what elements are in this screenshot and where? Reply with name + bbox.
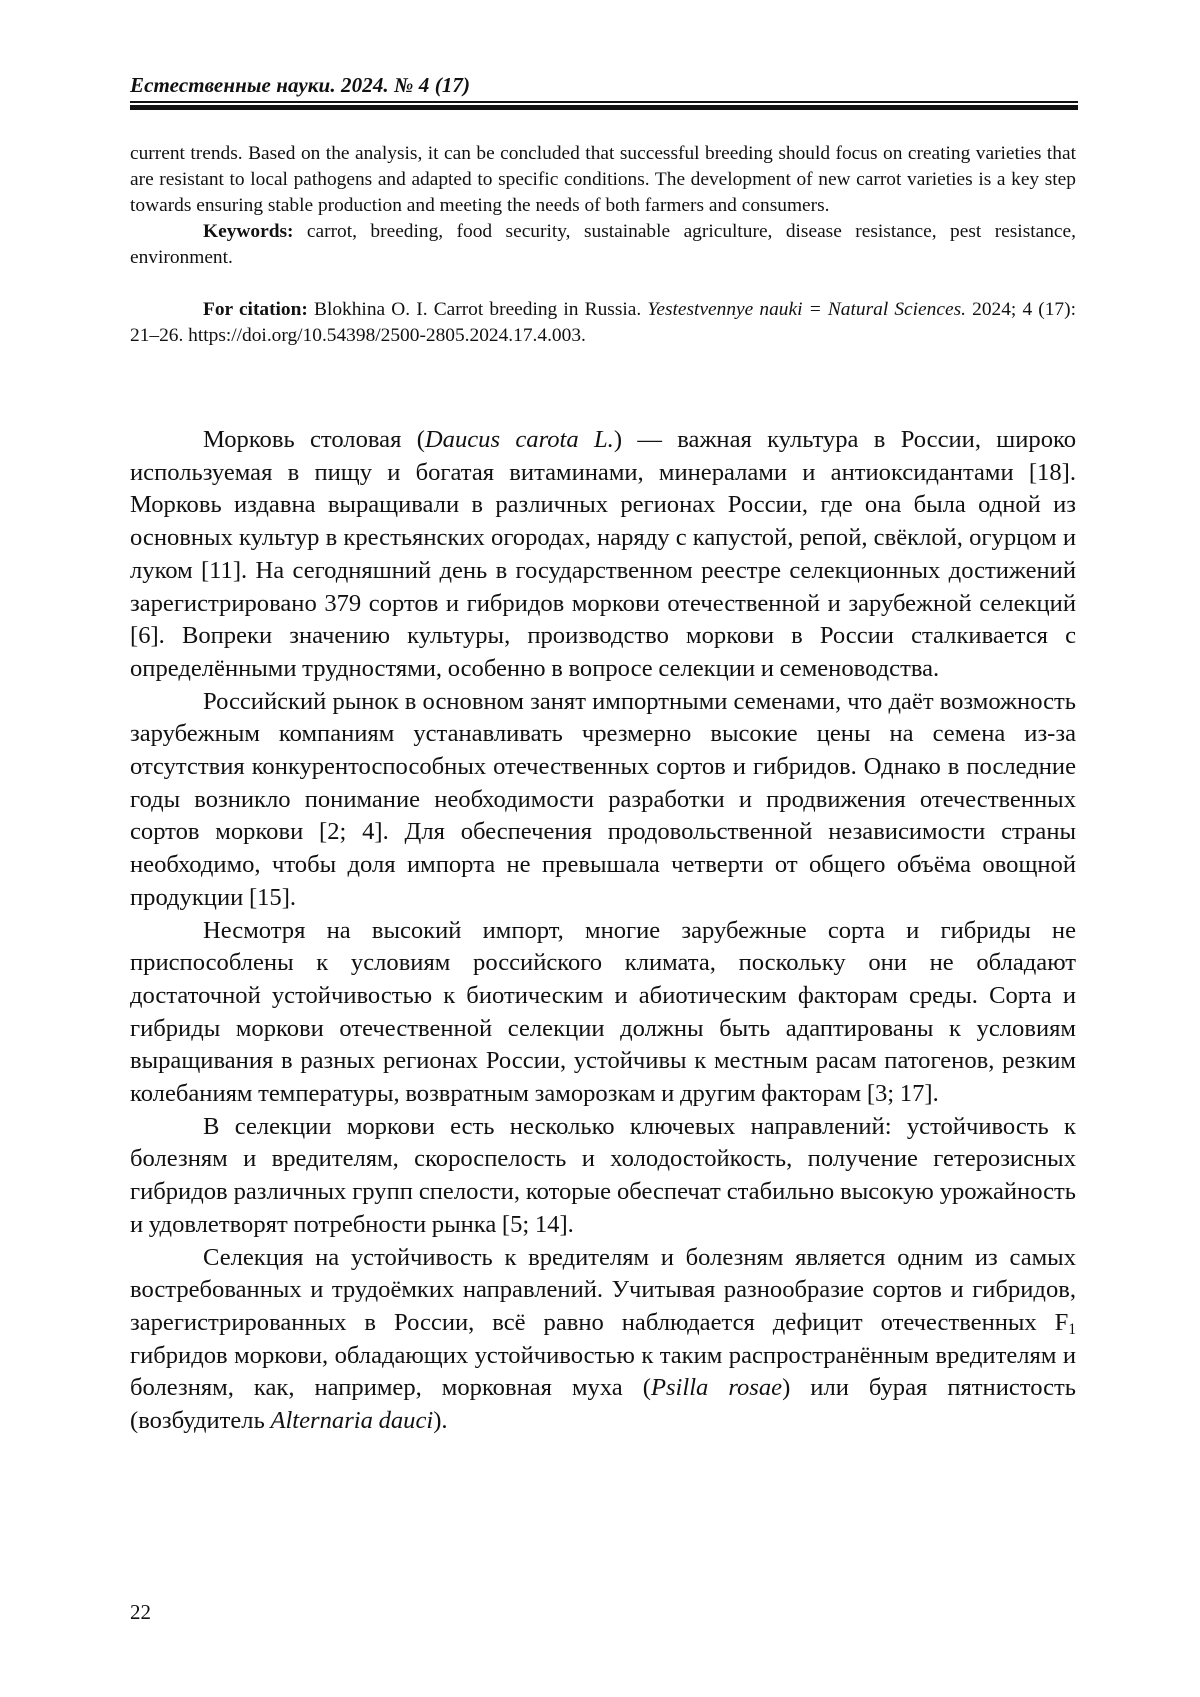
- body-text-span: гибридов моркови, обладающих устойчивостью к таким распространённым вредителям и болезням, как, например, морковная муха (: [130, 1341, 1076, 1402]
- body-text-span: Морковь столовая (: [203, 426, 425, 453]
- latin-name: Psilla rosae: [650, 1374, 783, 1402]
- citation-tail: 2024; 4 (17): 21–26. https://doi.org/10.54398/2500-2805.2024.17.4.003.: [130, 299, 1076, 346]
- page-number: 22: [130, 1600, 151, 1624]
- body-paragraph-5: [130, 1242, 1076, 1438]
- body-text-span: ) или бурая пятнистость (возбудитель: [130, 1374, 1076, 1435]
- header-rule-thin: [130, 101, 1078, 103]
- citation-paragraph: [130, 297, 1076, 349]
- latin-name: Alternaria dauci: [270, 1407, 434, 1435]
- citation-journal: Yestestvennye nauki = Natural Sciences.: [647, 299, 966, 320]
- body-text-span: ) — важная культура в России, широко используемая в пищу и богатая витаминами, минералами и антиоксидантами [18]. Морковь издавна выращивали в различных регионах России, где она была одной из основных культур в крестьянских огородах, наряду с капустой, репой, свёклой, огурцом и луком [11]. На сегодняшний день в государственном реестре селекционных достижений зарегистрировано 379 сортов и гибридов моркови отечественной и зарубежной селекций [6]. Вопреки значению культуры, производство моркови в России сталкивается с определёнными трудностями, особенно в вопросе селекции и семеноводства.: [130, 426, 1076, 682]
- keywords-label: Keywords:: [203, 221, 294, 242]
- running-header: Естественные науки. 2024. № 4 (17): [130, 73, 471, 97]
- body-text-span: Селекция на устойчивость к вредителям и болезням является одним из самых востребованных и трудоёмких направлений. Учитывая разнообразие сортов и гибридов, зарегистрированных в России, всё равно наблюдается дефицит отечественных F: [130, 1243, 1076, 1336]
- keywords-text: carrot, breeding, food security, sustainable agriculture, disease resistance, pest resistance, environment.: [130, 221, 1076, 268]
- body-paragraph-4: В селекции моркови есть несколько ключевых направлений: устойчивость к болезням и вредителям, скороспелость и холодостойкость, получение гетерозисных гибридов различных групп спелости, которые обеспечат стабильно высокую урожайность и удовлетворят потребности рынка [5; 14].: [130, 1112, 1076, 1238]
- abstract-continuation: current trends. Based on the analysis, it can be concluded that successful breeding should focus on creating varieties that are resistant to local pathogens and adapted to specific conditions. The development of new carrot varieties is a key step towards ensuring stable production and meeting the needs of both farmers and consumers.: [130, 143, 1076, 216]
- body-paragraph-3: Несмотря на высокий импорт, многие зарубежные сорта и гибриды не приспособлены к условиям российского климата, поскольку они не обладают достаточной устойчивостью к биотическим и абиотическим факторам среды. Сорта и гибриды моркови отечественной селекции должны быть адаптированы к условиям выращивания в разных регионах России, устойчивы к местным расам патогенов, резким колебаниям температуры, возвратным заморозкам и другим факторам [3; 17].: [130, 916, 1076, 1108]
- header-rule-thick: [130, 105, 1078, 110]
- citation-label: For citation:: [203, 299, 308, 320]
- citation-text: Blokhina O. I. Carrot breeding in Russia.: [307, 299, 648, 320]
- abstract-block: [130, 141, 1076, 349]
- latin-name: Daucus carota L.: [424, 426, 614, 453]
- keywords-paragraph: [130, 219, 1076, 271]
- body-paragraph-1: [130, 424, 1076, 686]
- body-text-span: ).: [433, 1407, 448, 1435]
- subscript: 1: [1068, 1320, 1076, 1338]
- body-paragraph-2: Российский рынок в основном занят импортными семенами, что даёт возможность зарубежным компаниям устанавливать чрезмерно высокие цены на семена из-за отсутствия конкурентоспособных отечественных сортов и гибридов. Однако в последние годы возникло понимание необходимости разработки и продвижения отечественных сортов моркови [2; 4]. Для обеспечения продовольственной независимости страны необходимо, чтобы доля импорта не превышала четверти от общего объёма овощной продукции [15].: [130, 687, 1076, 911]
- article-body: [130, 424, 1076, 1438]
